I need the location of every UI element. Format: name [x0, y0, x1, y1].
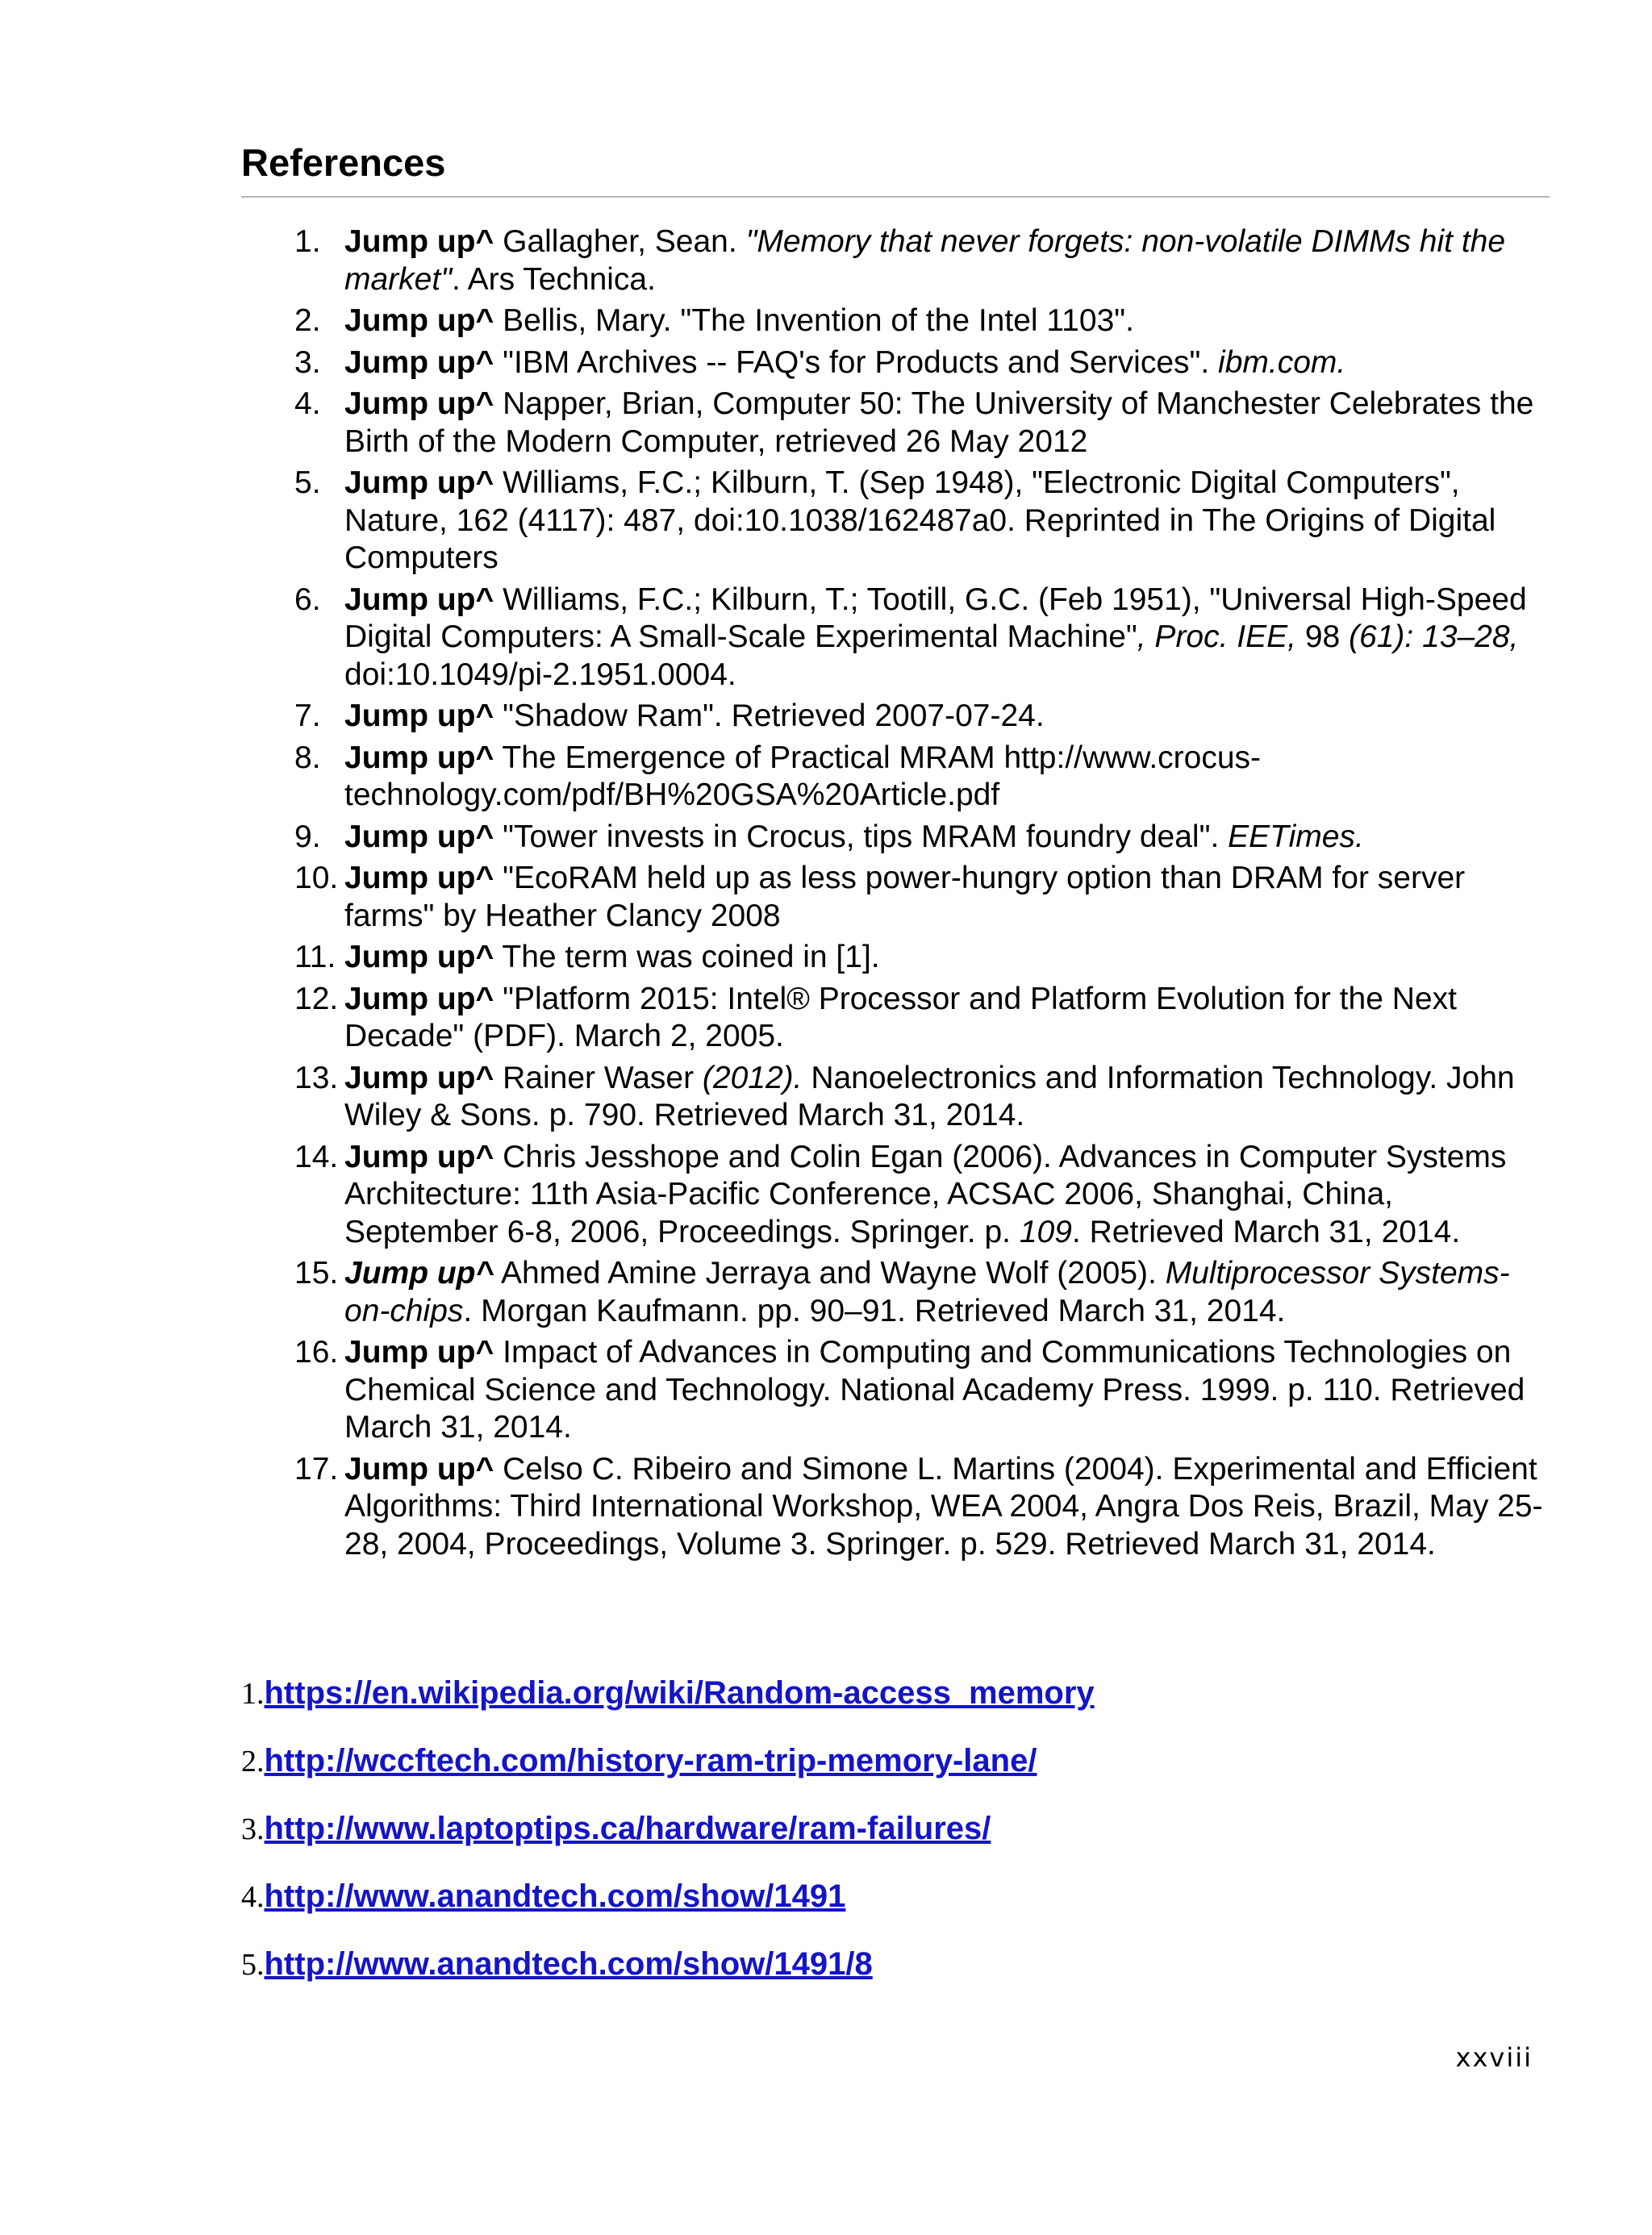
reference-item: [294, 1451, 1553, 1564]
jump-up-link[interactable]: Jump up^: [344, 224, 494, 259]
reference-text: "Shadow Ram". Retrieved 2007-07-24.: [494, 698, 1045, 733]
reference-item: [294, 698, 1553, 736]
reference-item: [294, 1139, 1553, 1252]
reference-text: (61): 13–28,: [1349, 619, 1519, 654]
reference-number: 2.: [294, 303, 321, 338]
source-link[interactable]: http://www.laptoptips.ca/hardware/ram-failures/: [264, 1811, 991, 1846]
reference-item: [294, 582, 1553, 694]
reference-number: 4.: [294, 386, 321, 421]
source-link-row: [241, 1674, 1532, 1741]
reference-text: Ahmed Amine Jerraya and Wayne Wolf (2005).: [494, 1256, 1166, 1291]
source-link[interactable]: http://www.anandtech.com/show/1491/8: [264, 1946, 873, 1982]
jump-up-link[interactable]: Jump up^: [344, 303, 494, 338]
jump-up-link[interactable]: Jump up^: [344, 344, 494, 380]
reference-item: [294, 465, 1553, 578]
reference-number: 8.: [294, 740, 321, 775]
reference-item: [294, 1060, 1553, 1135]
reference-number: 5.: [294, 465, 321, 500]
source-link-row: [241, 1877, 1532, 1945]
reference-text: "Platform 2015: Intel® Processor and Platform Evolution for the Next Decade" (PDF). March 2, 2005.: [344, 981, 1457, 1053]
reference-number: 11.: [294, 940, 336, 974]
reference-number: 7.: [294, 698, 321, 733]
reference-item: [294, 819, 1553, 857]
reference-number: 9.: [294, 819, 321, 854]
jump-up-link[interactable]: Jump up^: [344, 861, 494, 895]
jump-up-link[interactable]: Jump up^: [344, 465, 494, 500]
reference-text: (2012).: [702, 1060, 803, 1095]
reference-text: Bellis, Mary. "The Invention of the Intel 1103".: [494, 303, 1134, 338]
reference-text: Gallagher, Sean.: [494, 224, 746, 259]
source-link-number: 4.: [241, 1880, 265, 1914]
jump-up-link[interactable]: Jump up^: [344, 582, 494, 617]
source-link-row: [241, 1809, 1532, 1877]
reference-item: [294, 1255, 1553, 1330]
reference-text: "EcoRAM held up as less power-hungry option than DRAM for server farms" by Heather Clancy 2008: [344, 861, 1466, 933]
reference-number: 10.: [294, 861, 339, 895]
reference-item: [294, 1334, 1553, 1447]
reference-number: 13.: [294, 1060, 339, 1095]
reference-text: Impact of Advances in Computing and Communications Technologies on Chemical Science and Technology. National Academy Press. 1999. p. 110. Retrieved March 31, 2014.: [344, 1335, 1525, 1445]
reference-text: "Tower invests in Crocus, tips MRAM foundry deal".: [494, 819, 1229, 854]
jump-up-link[interactable]: Jump up^: [344, 1451, 494, 1487]
reference-item: [294, 939, 1553, 977]
reference-text: . Retrieved March 31, 2014.: [1071, 1214, 1461, 1249]
reference-item: [294, 223, 1553, 298]
jump-up-link[interactable]: Jump up^: [344, 1139, 494, 1174]
reference-text: . Morgan Kaufmann. pp. 90–91. Retrieved March 31, 2014.: [463, 1293, 1286, 1328]
reference-text: The term was coined in [1].: [494, 940, 880, 974]
reference-number: 6.: [294, 582, 321, 617]
reference-item: [294, 302, 1553, 340]
jump-up-link[interactable]: Jump up^: [344, 981, 494, 1016]
reference-item: [294, 344, 1553, 382]
reference-text: Napper, Brian, Computer 50: The University of Manchester Celebrates the Birth of the Modern Computer, retrieved 26 May 2012: [344, 386, 1534, 459]
reference-number: 16.: [294, 1335, 339, 1370]
reference-number: 17.: [294, 1451, 339, 1487]
reference-number: 1.: [294, 224, 321, 259]
source-link-row: [241, 1741, 1532, 1809]
reference-list: [294, 223, 1553, 1567]
reference-text: Rainer Waser: [494, 1060, 703, 1095]
jump-up-link[interactable]: Jump up^: [344, 740, 494, 775]
reference-item: [294, 386, 1553, 461]
reference-item: [294, 860, 1553, 935]
jump-up-link[interactable]: Jump up^: [344, 819, 494, 854]
reference-text: "IBM Archives -- FAQ's for Products and Services".: [494, 344, 1219, 380]
source-link-number: 1.: [241, 1677, 265, 1711]
reference-text: Williams, F.C.; Kilburn, T. (Sep 1948), "Electronic Digital Computers", Nature, 162 (4117): 487, doi:10.1038/162487a0. Reprinted in The Origins of Digital Computers: [344, 465, 1496, 575]
jump-up-link[interactable]: Jump up^: [344, 1335, 494, 1370]
reference-text: The Emergence of Practical MRAM http://www.crocus-technology.com/pdf/BH%20GSA%20Article.pdf: [344, 740, 1262, 812]
reference-text: , Proc. IEE,: [1137, 619, 1296, 654]
reference-number: 12.: [294, 981, 339, 1016]
reference-text: doi:10.1049/pi-2.1951.0004.: [344, 657, 736, 692]
reference-text: Celso C. Ribeiro and Simone L. Martins (2004). Experimental and Efficient Algorithms: Third International Workshop, WEA 2004, Angra Dos Reis, Brazil, May 25-28, 2004, Proceedings, Volume 3. Springer. p. 529. Retrieved March 31, 2014.: [344, 1451, 1543, 1562]
reference-number: 14.: [294, 1139, 339, 1174]
jump-up-link[interactable]: Jump up^: [344, 698, 494, 733]
source-link-row: [241, 1945, 1532, 2012]
jump-up-link[interactable]: Jump up^: [344, 386, 494, 421]
source-link-number: 2.: [241, 1745, 265, 1778]
jump-up-link[interactable]: Jump up^: [344, 940, 494, 974]
reference-text: 109: [1019, 1214, 1072, 1249]
source-link-number: 5.: [241, 1948, 265, 1982]
source-links: [241, 1674, 1532, 2012]
reference-text: Williams, F.C.; Kilburn, T.; Tootill, G.C. (Feb 1951), "Universal High-Speed Digital Computers: A Small-Scale Experimental Machine": [344, 582, 1527, 654]
reference-number: 15.: [294, 1256, 339, 1291]
reference-text: Multiprocessor Systems-on-chips: [344, 1256, 1510, 1328]
reference-text: ibm.com.: [1218, 344, 1346, 380]
jump-up-link[interactable]: Jump up^: [344, 1256, 494, 1291]
reference-text: 98: [1296, 619, 1350, 654]
reference-text: EETimes.: [1228, 819, 1364, 854]
source-link-number: 3.: [241, 1812, 265, 1846]
references-heading: References: [241, 140, 1550, 198]
reference-number: 3.: [294, 344, 321, 380]
reference-text: "Memory that never forgets: non-volatile DIMMs hit the market": [344, 224, 1506, 297]
reference-text: Chris Jesshope and Colin Egan (2006). Advances in Computer Systems Architecture: 11th Asia-Pacific Conference, ACSAC 2006, Shanghai, China, September 6-8, 2006, Proceedings. Springer. p.: [344, 1139, 1507, 1249]
reference-text: Nanoelectronics and Information Technology. John Wiley & Sons. p. 790. Retrieved March 31, 2014.: [344, 1060, 1515, 1132]
source-link[interactable]: http://wccftech.com/history-ram-trip-memory-lane/: [264, 1743, 1037, 1778]
reference-item: [294, 981, 1553, 1056]
reference-text: . Ars Technica.: [452, 261, 656, 297]
jump-up-link[interactable]: Jump up^: [344, 1060, 494, 1095]
source-link[interactable]: http://www.anandtech.com/show/1491: [264, 1878, 846, 1914]
reference-item: [294, 740, 1553, 815]
page-number: xxviii: [1455, 2042, 1533, 2073]
source-link[interactable]: https://en.wikipedia.org/wiki/Random-access_memory: [264, 1675, 1095, 1711]
